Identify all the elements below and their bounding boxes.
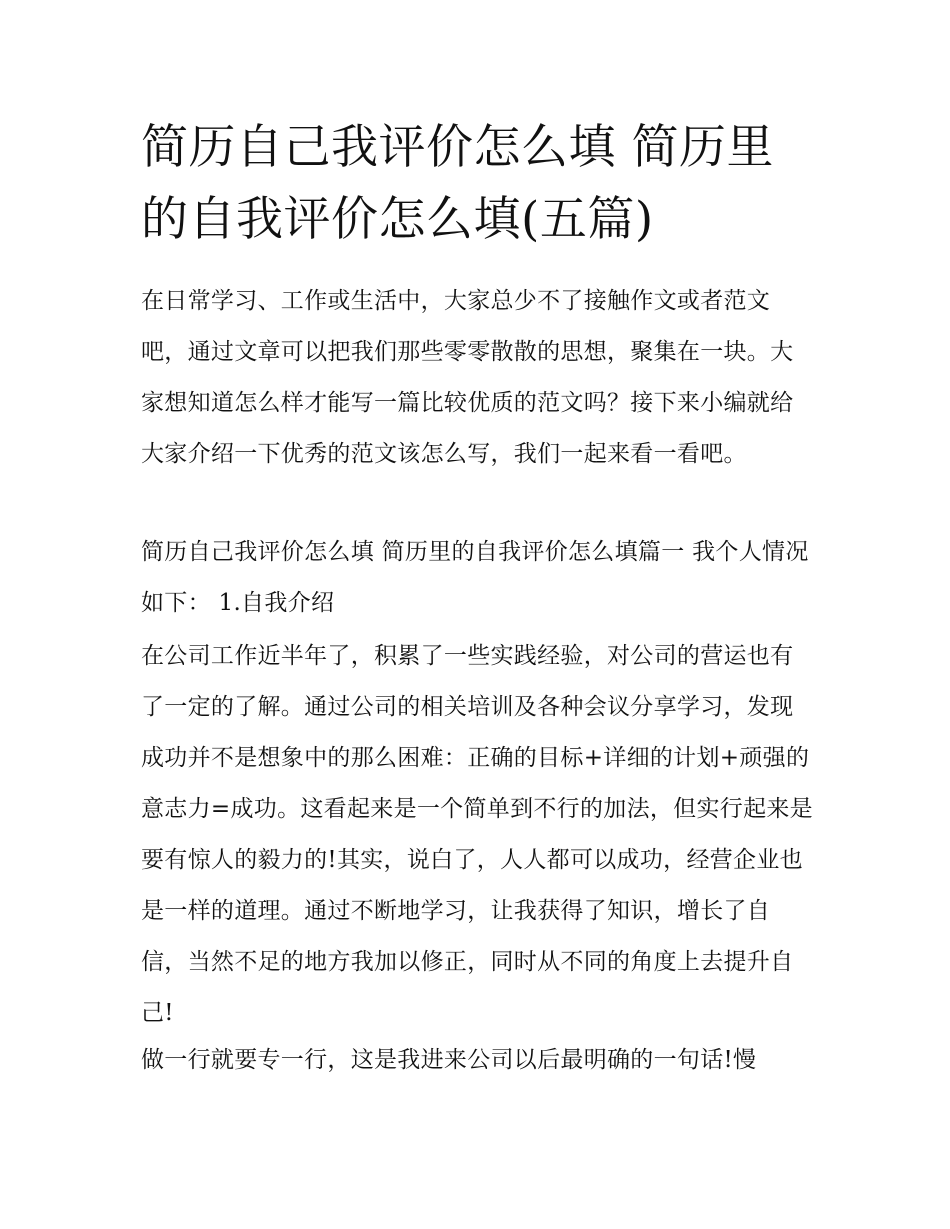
paragraph-section-heading: 简历自己我评价怎么填 简历里的自我评价怎么填篇一 我个人情况如下： 1.自我介绍 <box>141 539 809 616</box>
paragraph-intro: 在日常学习、工作或生活中，大家总少不了接触作文或者范文吧，通过文章可以把我们那些零零散散的思想，聚集在一块。大家想知道怎么样才能写一篇比较优质的范文吗？接下来小编就给大家介绍一下优秀的范文该怎么写，我们一起来看一看吧。 <box>141 288 794 467</box>
paragraph-continued: 做一行就要专一行，这是我进来公司以后最明确的一句话!慢 <box>141 1047 757 1073</box>
document-title: 简历自己我评价怎么填 简历里的自我评价怎么填(五篇) <box>141 120 774 247</box>
paragraph-self-introduction: 在公司工作近半年了，积累了一些实践经验，对公司的营运也有了一定的了解。通过公司的相关培训及各种会议分享学习，发现成功并不是想象中的那么困难：正确的目标+详细的计划+顽强的意志力=成功。这看起来是一个简单到不行的加法，但实行起来是要有惊人的毅力的!其实，说白了，人人都可以成功，经营企业也是一样的道理。通过不断地学习，让我获得了知识，增长了自信，当然不足的地方我加以修正，同时从不同的角度上去提升自己! <box>141 643 813 1026</box>
